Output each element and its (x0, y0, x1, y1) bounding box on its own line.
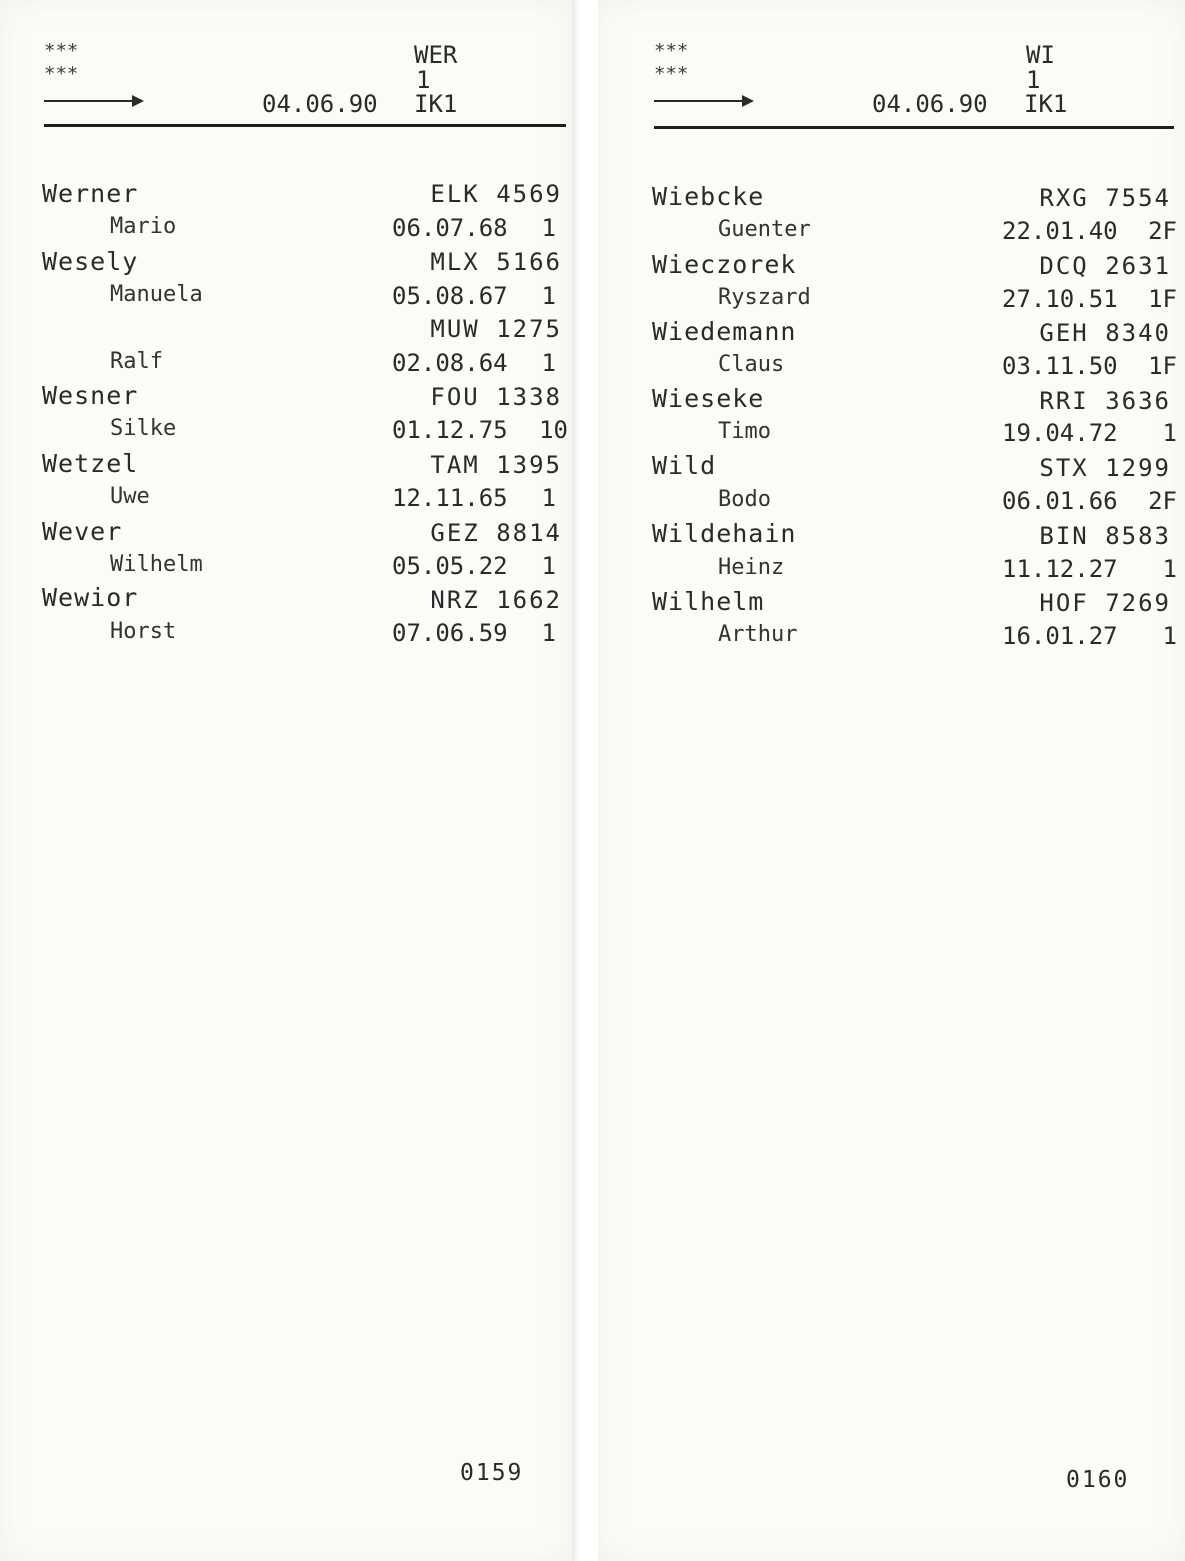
birth-date: 05.05.22 (392, 552, 508, 580)
right-tab-number: 1 (1026, 66, 1041, 94)
surname: Wetzel (42, 449, 139, 478)
class-code: 1 (541, 552, 556, 580)
id-code: MUW 1275 (430, 315, 562, 343)
first-name: Bodo (718, 487, 771, 512)
surname: Werner (42, 179, 139, 208)
first-name: Manuela (110, 282, 203, 307)
first-name: Wilhelm (110, 552, 203, 577)
surname: Wild (652, 451, 717, 480)
left-header-date: 04.06.90 (262, 90, 378, 118)
first-name: Uwe (110, 484, 150, 509)
birth-date: 02.08.64 (392, 349, 508, 377)
birth-date: 06.01.66 (1002, 487, 1118, 515)
left-stars-line-1: *** (44, 40, 79, 62)
surname: Wieczorek (652, 250, 797, 279)
class-code: 1F (1148, 352, 1177, 380)
id-code: RXG 7554 (1039, 184, 1171, 212)
birth-date: 03.11.50 (1002, 352, 1118, 380)
class-code: 1 (541, 484, 556, 512)
id-code: DCQ 2631 (1039, 252, 1171, 280)
right-sheet (598, 0, 1185, 1561)
id-code: HOF 7269 (1039, 589, 1171, 617)
id-code: MLX 5166 (430, 248, 562, 276)
id-code: GEZ 8814 (430, 519, 562, 547)
class-code: 10 (539, 416, 568, 444)
first-name: Arthur (718, 622, 798, 647)
right-stars-line-1: *** (654, 40, 689, 62)
right-stars-line-2: *** (654, 63, 689, 85)
birth-date: 05.08.67 (392, 282, 508, 310)
id-code: ELK 4569 (430, 180, 562, 208)
surname: Wever (42, 517, 123, 546)
right-page-number: 0160 (1066, 1467, 1130, 1493)
class-code: 1 (541, 619, 556, 647)
id-code: TAM 1395 (430, 451, 562, 479)
first-name: Guenter (718, 217, 811, 242)
surname: Wesely (42, 247, 139, 276)
surname: Wieseke (652, 384, 765, 413)
first-name: Timo (718, 419, 771, 444)
right-header-date: 04.06.90 (872, 90, 988, 118)
id-code: BIN 8583 (1039, 522, 1171, 550)
surname: Wesner (42, 381, 139, 410)
surname: Wilhelm (652, 587, 765, 616)
first-name: Claus (718, 352, 785, 377)
birth-date: 27.10.51 (1002, 285, 1118, 313)
left-tab-label: WER (414, 41, 458, 69)
birth-date: 06.07.68 (392, 214, 508, 242)
birth-date: 19.04.72 (1002, 419, 1118, 447)
right-header-code: IK1 (1024, 90, 1068, 118)
class-code: 1 (1162, 419, 1177, 447)
left-sheet (0, 0, 572, 1561)
surname: Wildehain (652, 519, 797, 548)
class-code: 2F (1148, 217, 1177, 245)
left-stars-line-2: *** (44, 63, 79, 85)
left-tab-number: 1 (416, 66, 431, 94)
class-code: 1 (541, 214, 556, 242)
birth-date: 01.12.75 (392, 416, 508, 444)
first-name: Mario (110, 214, 177, 239)
right-header-rule (654, 126, 1174, 129)
left-header-code: IK1 (414, 90, 458, 118)
class-code: 1 (541, 282, 556, 310)
id-code: FOU 1338 (430, 383, 562, 411)
birth-date: 07.06.59 (392, 619, 508, 647)
class-code: 1 (541, 349, 556, 377)
id-code: GEH 8340 (1039, 319, 1171, 347)
first-name: Heinz (718, 555, 785, 580)
left-arrow-icon (44, 94, 144, 108)
id-code: RRI 3636 (1039, 387, 1171, 415)
birth-date: 11.12.27 (1002, 555, 1118, 583)
first-name: Ryszard (718, 285, 811, 310)
class-code: 1 (1162, 622, 1177, 650)
id-code: NRZ 1662 (430, 586, 562, 614)
first-name: Silke (110, 416, 177, 441)
right-tab-label: WI (1026, 41, 1055, 69)
birth-date: 22.01.40 (1002, 217, 1118, 245)
surname: Wiedemann (652, 317, 797, 346)
class-code: 1 (1162, 555, 1177, 583)
surname: Wiebcke (652, 182, 765, 211)
class-code: 2F (1148, 487, 1177, 515)
id-code: STX 1299 (1039, 454, 1171, 482)
birth-date: 12.11.65 (392, 484, 508, 512)
left-header-rule (44, 124, 566, 127)
right-arrow-icon (654, 94, 754, 108)
first-name: Ralf (110, 349, 163, 374)
surname: Wewior (42, 583, 139, 612)
birth-date: 16.01.27 (1002, 622, 1118, 650)
left-page-number: 0159 (460, 1460, 524, 1486)
class-code: 1F (1148, 285, 1177, 313)
first-name: Horst (110, 619, 177, 644)
